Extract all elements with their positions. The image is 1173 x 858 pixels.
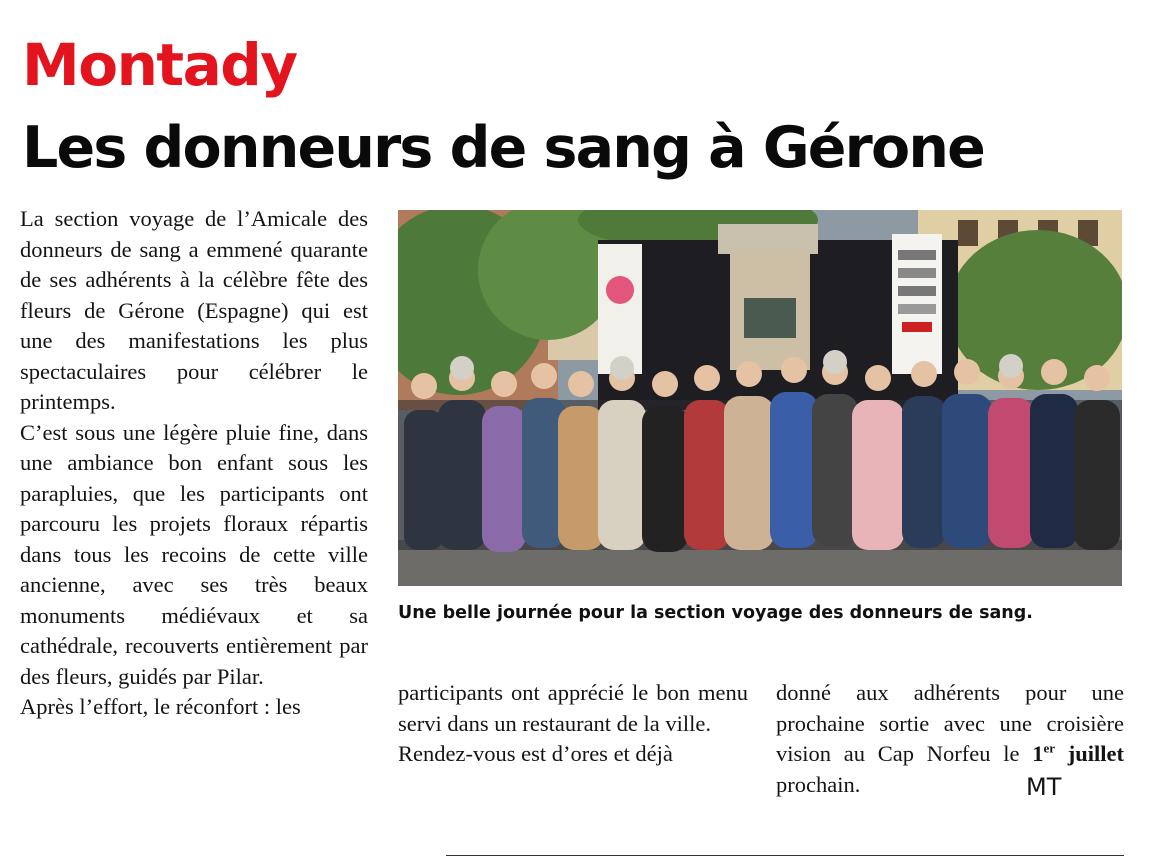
next-trip-text: donné aux adhérents pour une prochaine sortie avec une croisière vision au Cap Norfeu le	[776, 680, 1124, 766]
paragraph-lunch: participants ont apprécié le bon menu servi dans un restaurant de la ville.	[398, 680, 748, 736]
crowd	[398, 350, 1122, 552]
article-headline: Les donneurs de sang à Gérone	[22, 115, 984, 181]
date-day: 1	[1032, 741, 1044, 766]
article-column-1	[20, 204, 368, 723]
section-kicker: Montady	[22, 31, 297, 99]
paragraph-next-trip	[776, 678, 1124, 800]
paragraph-rendezvous: Rendez-vous est d’ores et déjà	[398, 741, 673, 766]
group-photo	[398, 210, 1122, 586]
paragraph-intro: La section voyage de l’Amicale des donneurs de sang a emmené quarante de ses adhérents à la célèbre fête des fleurs de Gérone (Espagne) qui est une des manifestations les plus spectaculaires pour célébrer le printemps.	[20, 206, 368, 414]
group-photo-illustration	[398, 210, 1122, 586]
article-column-2	[398, 678, 748, 770]
paragraph-visit: C’est sous une légère pluie fine, dans une ambiance bon enfant sous les parapluies, que les participants ont parcouru les projets floraux répartis dans tous les recoins de cette ville ancienne, avec ses très beaux monuments médiévaux et sa cathédrale, recouverts entièrement par des fleurs, guidés par Pilar.	[20, 419, 368, 689]
date-tail: prochain.	[776, 771, 861, 797]
paragraph-comfort: Après l’effort, le réconfort : les	[20, 694, 301, 719]
date-month: juillet	[1067, 741, 1124, 766]
author-signature: MT	[1026, 773, 1062, 801]
article-column-3	[776, 678, 1124, 800]
date-suffix: er	[1043, 740, 1055, 756]
photo-caption: Une belle journée pour la section voyage des donneurs de sang.	[398, 603, 1033, 623]
bottom-rule	[446, 855, 1124, 856]
